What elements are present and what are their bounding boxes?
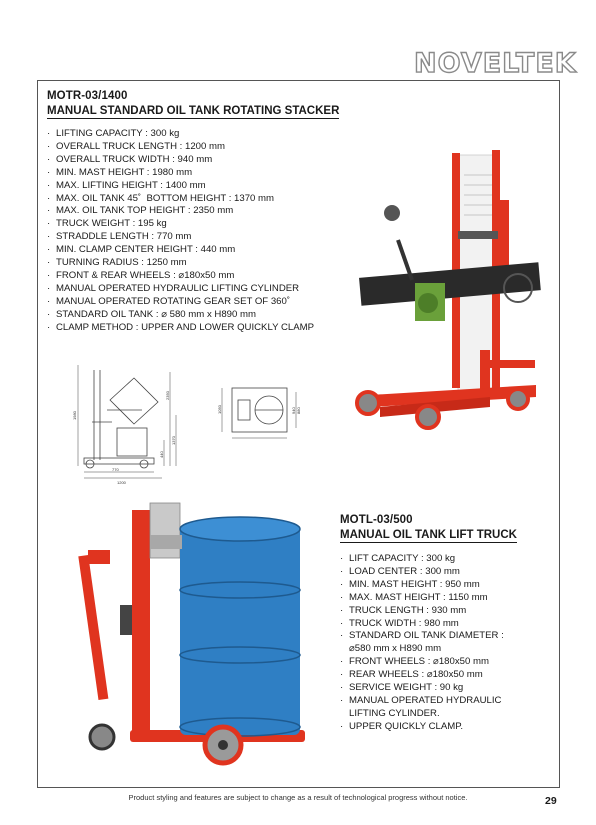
product2-lift-truck-illustration — [80, 495, 340, 780]
product1-title: MANUAL STANDARD OIL TANK ROTATING STACKER — [47, 105, 340, 117]
spec-item: · STANDARD OIL TANK DIAMETER : ⌀580 mm x H890 mm — [340, 630, 504, 656]
spec-item: · TRUCK WEIGHT : 195 kg — [47, 218, 314, 231]
product2-spec-list — [340, 553, 504, 734]
product1-top-drawing — [212, 382, 304, 442]
dim-label: 1370 — [171, 436, 176, 445]
spec-item: · STRADDLE LENGTH : 770 mm — [47, 231, 314, 244]
page-number: 29 — [545, 795, 557, 807]
dim-label: 1200 — [117, 480, 126, 485]
spec-item: · MIN. MAST HEIGHT : 950 mm — [340, 579, 504, 592]
product1-stacker-illustration — [340, 145, 540, 435]
brand-logo: NOVELTEK — [414, 48, 577, 79]
spec-item: · MAX. MAST HEIGHT : 1150 mm — [340, 592, 504, 605]
spec-item: · MAX. LIFTING HEIGHT : 1400 mm — [47, 180, 314, 193]
spec-item: · MIN. MAST HEIGHT : 1980 mm — [47, 167, 314, 180]
dim-label: 440 — [159, 451, 164, 458]
spec-item: · OVERALL TRUCK WIDTH : 940 mm — [47, 154, 314, 167]
dim-label: 880 — [296, 407, 301, 414]
spec-item: · UPPER QUICKLY CLAMP. — [340, 721, 504, 734]
spec-item: · TRUCK WIDTH : 980 mm — [340, 618, 504, 631]
product1-model: MOTR-03/1400 — [47, 90, 128, 102]
spec-item: · MIN. CLAMP CENTER HEIGHT : 440 mm — [47, 244, 314, 257]
spec-item: · MAX. OIL TANK 45˚ BOTTOM HEIGHT : 1370 mm — [47, 193, 314, 206]
spec-item: · MANUAL OPERATED HYDRAULIC LIFTING CYLINDER — [47, 283, 314, 296]
dim-label: 2350 — [165, 391, 170, 400]
spec-item: · STANDARD OIL TANK : ⌀ 580 mm x H890 mm — [47, 309, 314, 322]
spec-item: · REAR WHEELS : ⌀180x50 mm — [340, 669, 504, 682]
spec-item: · OVERALL TRUCK LENGTH : 1200 mm — [47, 141, 314, 154]
spec-item: · LIFTING CAPACITY : 300 kg — [47, 128, 314, 141]
spec-item: · TURNING RADIUS : 1250 mm — [47, 257, 314, 270]
spec-item: · TRUCK LENGTH : 930 mm — [340, 605, 504, 618]
spec-item: · MAX. OIL TANK TOP HEIGHT : 2350 mm — [47, 205, 314, 218]
spec-item: · CLAMP METHOD : UPPER AND LOWER QUICKLY CLAMP — [47, 322, 314, 335]
product2-title: MANUAL OIL TANK LIFT TRUCK — [340, 529, 517, 541]
spec-item: · FRONT & REAR WHEELS : ⌀180x50 mm — [47, 270, 314, 283]
footer-notice: Product styling and features are subject to change as a result of technological progress without notice. — [128, 793, 468, 802]
spec-item: · SERVICE WEIGHT : 90 kg — [340, 682, 504, 695]
spec-item: · LIFT CAPACITY : 300 kg — [340, 553, 504, 566]
dim-label: 1050 — [217, 405, 222, 414]
dim-label: 770 — [112, 467, 119, 472]
product1-side-drawing — [62, 360, 192, 490]
dim-label: 1980 — [72, 411, 77, 420]
spec-item: · FRONT WHEELS : ⌀180x50 mm — [340, 656, 504, 669]
dim-label: 940 — [291, 407, 296, 414]
spec-item: · MANUAL OPERATED HYDRAULIC LIFTING CYLINDER. — [340, 695, 504, 721]
product1-spec-list — [47, 128, 314, 335]
spec-item: · MANUAL OPERATED ROTATING GEAR SET OF 360˚ — [47, 296, 314, 309]
spec-item: · LOAD CENTER : 300 mm — [340, 566, 504, 579]
product2-model: MOTL-03/500 — [340, 514, 413, 526]
